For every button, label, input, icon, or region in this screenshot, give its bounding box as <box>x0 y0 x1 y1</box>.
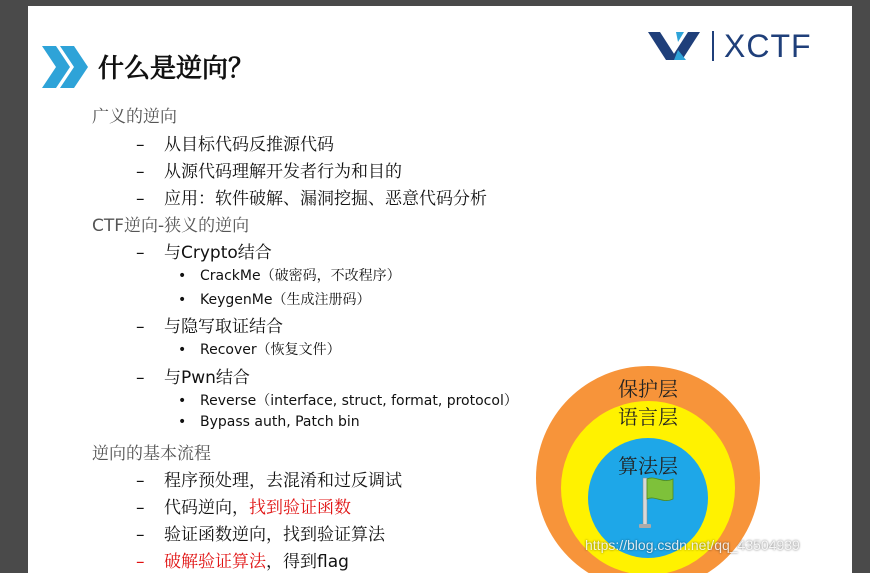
section-heading-flow: 逆向的基本流程 <box>92 444 211 464</box>
xctf-logo <box>648 26 838 66</box>
sub-list-item: • Reverse（interface, struct, format, protocol） <box>178 393 518 409</box>
watermark: https://blog.csdn.net/qq_43504939 <box>585 537 800 553</box>
section-heading-general: 广义的逆向 <box>92 107 177 127</box>
list-item: – 与Pwn结合 <box>136 368 250 388</box>
list-item: – 从目标代码反推源代码 <box>136 135 334 155</box>
sub-list-item: • KeygenMe（生成注册码） <box>178 292 371 308</box>
chevron-right-icon <box>40 42 90 92</box>
list-item: – 程序预处理，去混淆和过反调试 <box>136 471 402 491</box>
list-item: – 应用：软件破解、漏洞挖掘、恶意代码分析 <box>136 189 487 209</box>
page-title: 什么是逆向？ <box>98 54 255 84</box>
list-item: – 从源代码理解开发者行为和目的 <box>136 162 402 182</box>
list-item: – 与隐写取证结合 <box>136 317 283 337</box>
list-item: – 验证函数逆向，找到验证算法 <box>136 525 385 545</box>
protection-layer-label: 保护层 <box>618 377 678 401</box>
logo-separator <box>712 31 714 61</box>
logo-text: XCTF <box>724 27 812 64</box>
list-item: – 破解验证算法，得到flag <box>136 552 349 572</box>
sub-list-item: • CrackMe（破密码，不改程序） <box>178 268 401 284</box>
list-item: – 代码逆向，找到验证函数 <box>136 498 351 518</box>
language-layer-label: 语言层 <box>618 405 678 429</box>
slide <box>28 6 852 573</box>
xctf-logo-icon <box>648 28 706 64</box>
algorithm-layer-label: 算法层 <box>618 454 678 478</box>
section-heading-ctf: CTF逆向-狭义的逆向 <box>92 216 250 236</box>
sub-list-item: • Recover（恢复文件） <box>178 342 341 358</box>
list-item: – 与Crypto结合 <box>136 243 272 263</box>
sub-list-item: • Bypass auth, Patch bin <box>178 414 360 430</box>
